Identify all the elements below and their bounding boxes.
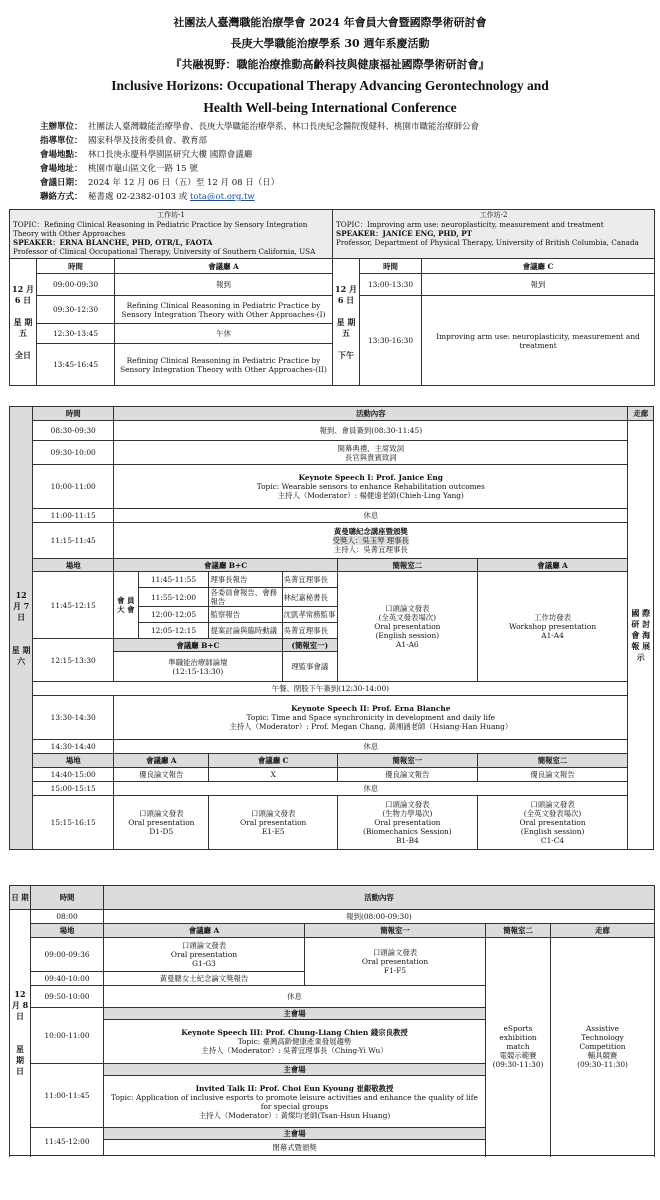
agenda-presenter: 沈凱孝常務監事	[282, 607, 337, 623]
hall-bc-header: 會議廳 B+C	[114, 559, 338, 572]
oral-room2-cell: 口頭論文發表 (全英文發表場次) Oral presentation (English session) A1-A6	[338, 572, 478, 682]
time-cell: 12:30-13:45	[37, 324, 115, 344]
award-cell: 黃曼聰紀念講座暨頒獎 受獎人：吳玉琴 理事長 主持人：吳菁宜理事長	[114, 523, 628, 559]
time-cell: 14:30-14:40	[33, 740, 114, 754]
session-cell: 午休	[115, 324, 333, 344]
oral-cell: 口頭論文發表 Oral presentation E1-E5	[209, 796, 338, 850]
agenda-item: 理事長報告	[209, 572, 282, 588]
date-cell-dec8: 12 月 8 日 星 期 日	[10, 910, 31, 1156]
award-report-cell: 黃曼聰女士紀念論文獎報告	[104, 972, 305, 986]
time-cell: 10:00-11:00	[31, 1008, 104, 1064]
assembly-cell: 會 員 大 會	[114, 572, 138, 639]
info-row: 主辦單位： 社團法人臺灣職能治療學會、長庚大學職能治療學系、林口長庚紀念醫院復健科、桃園市職能治療師公會	[40, 122, 480, 132]
esports-cell: eSports exhibition match 電競示範賽 (09:30-11:30)	[486, 938, 551, 1156]
hall-a-header: 會議廳 A	[477, 559, 628, 572]
oral-room1-cell: 口頭論文發表 Oral presentation F1-F5	[305, 938, 486, 986]
title-line-4: Inclusive Horizons: Occupational Therapy Advancing Gerontechnology and	[111, 78, 549, 93]
session-cell: Refining Clinical Reasoning in Pediatric Practice by Sensory Integration Theory with Other Approaches-(I)	[115, 296, 333, 324]
keynote-cell: Keynote Speech II: Prof. Erna Blanche Topic: Time and Space synchronicity in development and daily life 主持人（Moderator）: Prof. Megan Chang, 黃湘涵老師（Hsiang-Han Huang）	[114, 696, 628, 740]
time-cell: 13:00-13:30	[360, 274, 422, 296]
break-cell: 休息	[104, 986, 486, 1008]
venue-header: 場地	[33, 754, 114, 768]
info-row: 會場地點： 林口長庚永慶科學園區研究大樓 國際會議廳	[40, 150, 253, 160]
corridor-header: 走廊	[628, 407, 654, 421]
time-cell: 09:00-09:30	[37, 274, 115, 296]
session-cell: 報到	[422, 274, 655, 296]
hall-c-header: 會議廳 C	[209, 754, 338, 768]
workshop-2-info: 工作坊-2 TOPIC：Improving arm use: neuroplasticity, measurement and treatment SPEAKER：JANICE ENG, PHD, PT Professor, Department of Physical Therapy, University of British Columbia, Canada	[333, 210, 655, 259]
workshop-hall-a-cell: 工作坊發表 Workshop presentation A1-A4	[477, 572, 628, 682]
room1-header: (簡報室一)	[282, 639, 337, 652]
keynote-cell: Keynote Speech III: Prof. Chung-Liang Chien 錢宗良教授 Topic: 臺灣高齡健康產業發展趨勢 主持人（Moderator）: 吳菁宜理事長（Ching-Yi Wu）	[104, 1020, 486, 1064]
oral-cell: 口頭論文發表 (全英文發表場次) Oral presentation (English session) C1-C4	[477, 796, 628, 850]
venue-header: 場地	[33, 559, 114, 572]
room-c-header: 會議廳 C	[422, 259, 655, 274]
time-cell: 09:30-12:30	[37, 296, 115, 324]
date-cell-dec7: 12 月 7 日 星 期 六	[10, 407, 33, 850]
keynote-cell: Keynote Speech I: Prof. Janice Eng Topic: Wearable sensors to enhance Rehabilitation outcomes 主持人（Moderator）: 楊健遠老師(Chieh-Ling Yang)	[114, 465, 628, 509]
time-cell: 09:40-10:00	[31, 972, 104, 986]
date-header: 日 期	[10, 886, 31, 910]
time-cell: 08:30-09:30	[33, 421, 114, 441]
lunch-cell: 午餐、閉股下午簽到(12:30-14:00)	[33, 682, 628, 696]
oral-cell: 口頭論文發表 Oral presentation D1-D5	[114, 796, 209, 850]
session-cell: 報到	[115, 274, 333, 296]
break-cell: 休息	[114, 509, 628, 523]
hall-a-header: 會議廳 A	[104, 924, 305, 938]
time-cell: 15:00-15:15	[33, 782, 114, 796]
agenda-presenter: 吳菁宜理事長	[282, 572, 337, 588]
time-cell: 11:55-12:00	[138, 588, 209, 607]
agenda-presenter: 林紀嘉秘書長	[282, 588, 337, 607]
hall-bc-header: 會議廳 B+C	[114, 639, 282, 652]
hall-a-header: 會議廳 A	[114, 754, 209, 768]
time-header: 時間	[31, 886, 104, 910]
agenda-item: 監察報告	[209, 607, 282, 623]
session-cell: 報到、會員簽到(08:30-11:45)	[114, 421, 628, 441]
time-cell: 11:45-12:15	[33, 572, 114, 639]
time-cell: 09:50-10:00	[31, 986, 104, 1008]
time-cell: 12:15-13:30	[33, 639, 114, 682]
workshop-table	[9, 209, 655, 386]
time-cell: 14:40-15:00	[33, 768, 114, 782]
agenda-item: 提案討論與臨時動議	[209, 623, 282, 639]
room1-header: 簡報室一	[338, 754, 478, 768]
contact-row: 聯絡方式： 秘書處 02-2382-0103 或 tota@ot.org.tw	[40, 192, 255, 202]
date-cell-dec6-pm: 12 月 6 日 星 期 五 下午	[333, 259, 360, 386]
title-line-1: 社團法人臺灣職能治療學會 2024 年會員大會暨國際學術研討會	[173, 16, 487, 29]
session-cell: X	[209, 768, 338, 782]
info-row: 會議日期： 2024 年 12 月 06 日（五）至 12 月 08 日（日）	[40, 178, 280, 188]
conference-info	[40, 120, 479, 204]
activity-header: 活動內容	[114, 407, 628, 421]
time-cell: 09:00-09:36	[31, 938, 104, 972]
time-cell: 08:00	[31, 910, 104, 924]
document-header	[0, 12, 660, 119]
title-line-5: Health Well-being International Conference	[203, 100, 457, 115]
time-cell: 09:30-10:00	[33, 441, 114, 465]
oral-cell: 口頭論文發表 (生物力學場次) Oral presentation (Biomechanics Session) B1-B4	[338, 796, 478, 850]
time-cell: 13:30-16:30	[360, 296, 422, 386]
session-cell: 優良論文報告	[338, 768, 478, 782]
day8-schedule-table	[9, 885, 655, 1156]
info-row: 指導單位： 國家科學及技術委員會、教育部	[40, 136, 208, 146]
email-link[interactable]: tota@ot.org.tw	[189, 192, 255, 202]
time-cell: 11:45-12:00	[31, 1128, 104, 1156]
time-cell: 13:45-16:45	[37, 344, 115, 386]
time-cell: 11:15-11:45	[33, 523, 114, 559]
time-cell: 11:00-11:45	[31, 1064, 104, 1128]
info-row: 會場地址： 桃園市龜山區文化一路 15 號	[40, 164, 198, 174]
session-cell: 優良論文報告	[114, 768, 209, 782]
main-venue-header: 主會場	[104, 1008, 486, 1020]
time-cell: 13:30-14:30	[33, 696, 114, 740]
time-cell: 11:45-11:55	[138, 572, 209, 588]
room2-header: 簡報室二	[338, 559, 478, 572]
session-cell: Improving arm use: neuroplasticity, measurement and treatment	[422, 296, 655, 386]
time-cell: 11:00-11:15	[33, 509, 114, 523]
invited-talk-cell: Invited Talk II: Prof. Choi Eun Kyoung 崔銀敬教授 Topic: Application of inclusive esports to promote leisure activities and enhance the quality of life for special groups 主持人（Moderator）: 黃燦均老師(Tsan-Hsun Huang)	[104, 1076, 486, 1128]
session-cell: 報到(08:00-09:30)	[104, 910, 655, 924]
room-a-header: 會議廳 A	[115, 259, 333, 274]
main-venue-header: 主會場	[104, 1128, 486, 1140]
closing-cell: 閉幕式暨頒獎	[104, 1140, 486, 1156]
workshop-1-info: 工作坊-1 TOPIC：Refining Clinical Reasoning in Pediatric Practice by Sensory Integration Theory with Other Approaches SPEAKER：ERNA BLANCHE, PHD, OTR/L, FAOTA Professor of Clinical Occupational Therapy, University of Southern California, USA	[10, 210, 333, 259]
date-cell-dec6: 12 月 6 日 星 期 五 全日	[10, 259, 37, 386]
time-header: 時間	[33, 407, 114, 421]
agenda-item: 各委員會報告、會務報告	[209, 588, 282, 607]
room1-header: 簡報室一	[305, 924, 486, 938]
time-cell: 15:15-16:15	[33, 796, 114, 850]
forum-cell: 準職能治療師論壇 (12:15-13:30)	[114, 652, 282, 682]
room2-header: 簡報室二	[486, 924, 551, 938]
day7-schedule-table	[9, 406, 654, 850]
title-line-2: 長庚大學職能治療學系 30 週年系慶活動	[230, 37, 430, 50]
corridor-header: 走廊	[551, 924, 655, 938]
assistive-tech-cell: Assistive Technology Competition 輔具競賽 (09:30-11:30)	[551, 938, 655, 1156]
oral-cell: 口頭論文發表 Oral presentation G1-G3	[104, 938, 305, 972]
poster-exhibit-cell: 國 際 研 討 會 海 報 展 示	[628, 421, 654, 850]
main-venue-header: 主會場	[104, 1064, 486, 1076]
title-line-3: 『共融視野：職能治療推動高齡科技與健康福祉國際學術研討會』	[170, 58, 490, 71]
venue-header: 場地	[31, 924, 104, 938]
session-cell: 優良論文報告	[477, 768, 628, 782]
time-header: 時間	[37, 259, 115, 274]
break-cell: 休息	[114, 740, 628, 754]
time-cell: 10:00-11:00	[33, 465, 114, 509]
session-cell: Refining Clinical Reasoning in Pediatric Practice by Sensory Integration Theory with Other Approaches-(II)	[115, 344, 333, 386]
time-cell: 12:00-12:05	[138, 607, 209, 623]
time-cell: 12:05-12:15	[138, 623, 209, 639]
room2-header: 簡報室二	[477, 754, 628, 768]
session-cell: 開幕典禮、主席致詞 長官與貴賓致詞	[114, 441, 628, 465]
board-meeting-cell: 理監事會議	[282, 652, 337, 682]
time-header: 時間	[360, 259, 422, 274]
activity-header: 活動內容	[104, 886, 655, 910]
agenda-presenter: 吳菁宜理事長	[282, 623, 337, 639]
break-cell: 休息	[114, 782, 628, 796]
